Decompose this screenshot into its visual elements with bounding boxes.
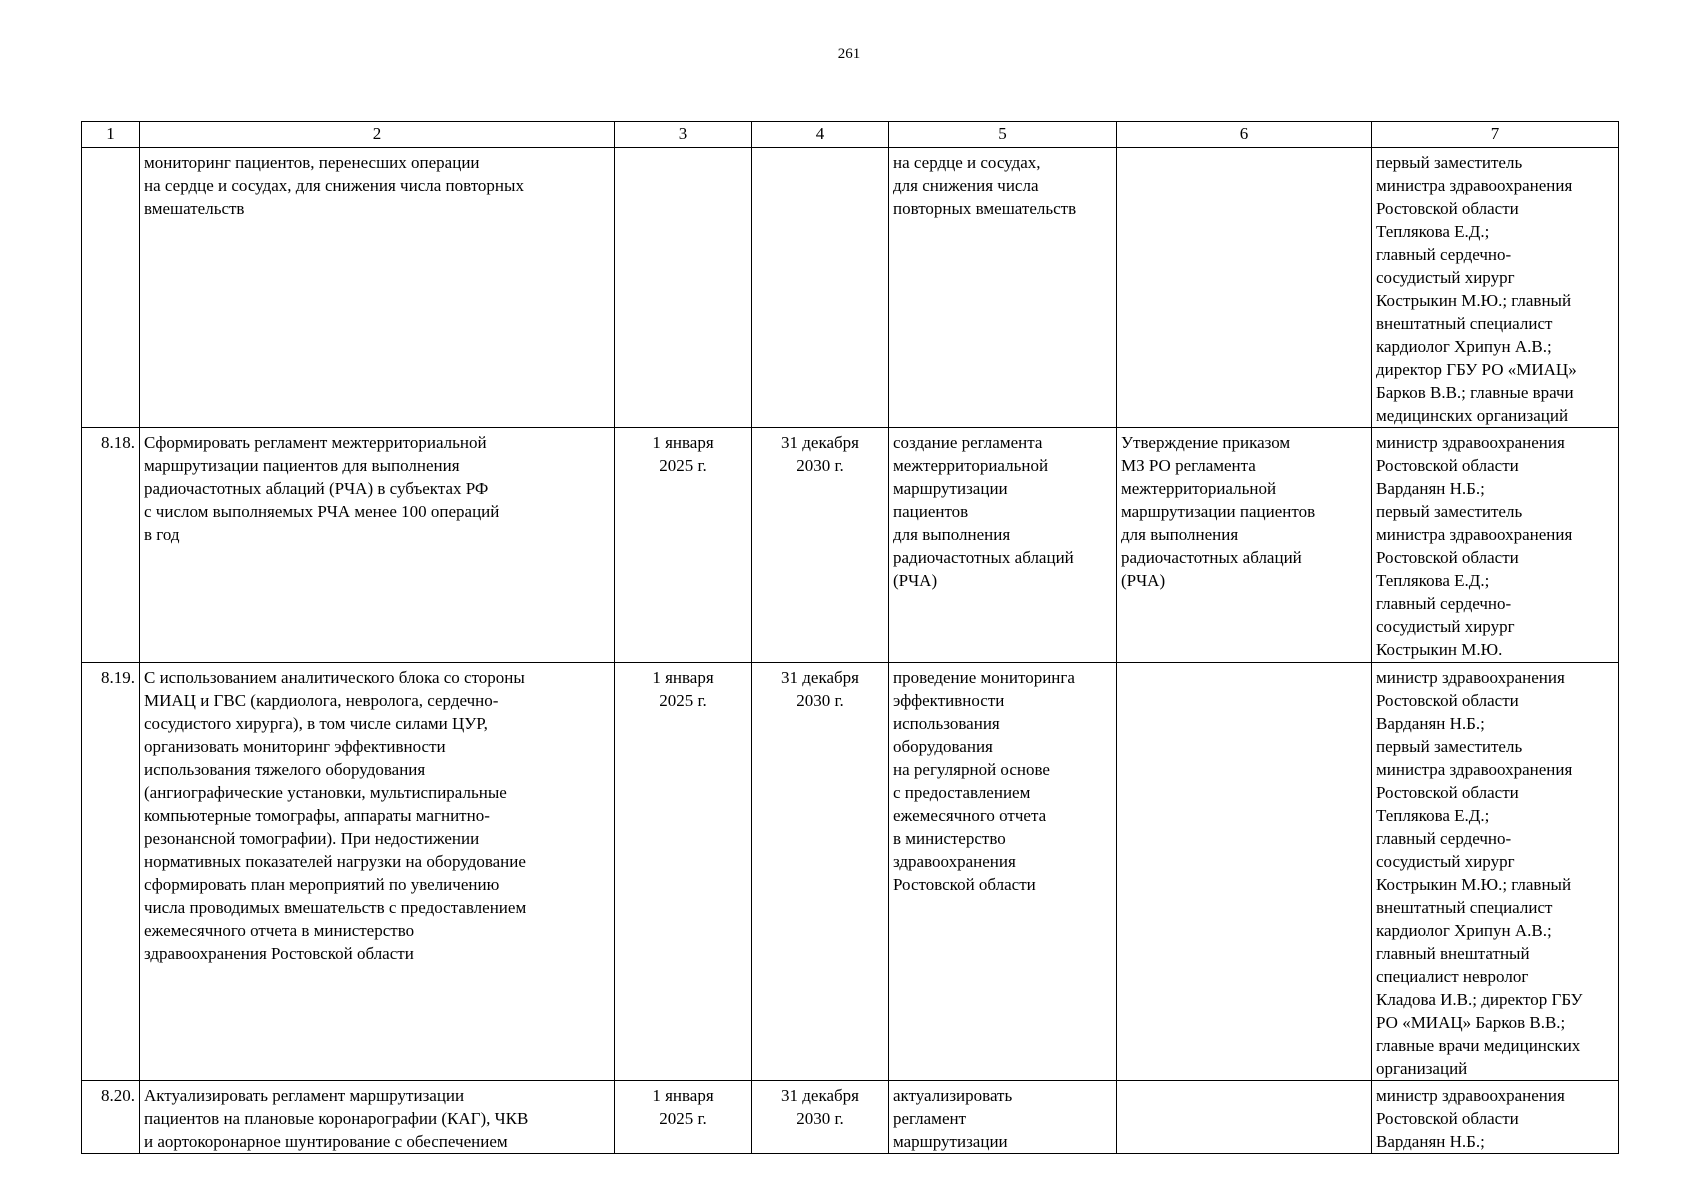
item-number: 8.19. [82,663,140,1081]
start-date: 1 января 2025 г. [615,663,752,1081]
responsible-persons: министр здравоохранения Ростовской области Варданян Н.Б.; [1372,1081,1619,1154]
column-header: 1 [82,122,140,148]
table-row [82,1081,1619,1154]
measure-text: Актуализировать регламент маршрутизации пациентов на плановые коронарографии (КАГ), ЧКВ и аортокоронарное шунтирование с обеспечением [140,1081,615,1154]
table-row [82,663,1619,1081]
table-row [82,428,1619,663]
page-number: 261 [837,46,861,62]
measure-text: С использованием аналитического блока со стороны МИАЦ и ГВС (кардиолога, невролога, сердечно- сосудистого хирурга), в том числе силами ЦУР, организовать мониторинг эффективности использования тяжелого оборудования (ангиографические установки, мультиспиральные компьютерные томографы, аппараты магнитно- резонансной томографии). При недостижении нормативных показателей нагрузки на оборудование сформировать план мероприятий по увеличению числа проводимых вмешательств с предоставлением ежемесячного отчета в министерство здравоохранения Ростовской области [140,663,615,1081]
control-indicator [1117,1081,1372,1154]
start-date: 1 января 2025 г. [615,1081,752,1154]
measure-text: Сформировать регламент межтерриториальной маршрутизации пациентов для выполнения радиочастотных аблаций (РЧА) в субъектах РФ с числом выполняемых РЧА менее 100 операций в год [140,428,615,663]
measures-table [81,121,1619,1154]
column-header: 5 [889,122,1117,148]
column-header: 3 [615,122,752,148]
item-number: 8.18. [82,428,140,663]
end-date: 31 декабря 2030 г. [752,1081,889,1154]
end-date [752,148,889,428]
control-indicator [1117,148,1372,428]
column-header: 4 [752,122,889,148]
responsible-persons: министр здравоохранения Ростовской области Варданян Н.Б.; первый заместитель министра здравоохранения Ростовской области Теплякова Е.Д.; главный сердечно- сосудистый хирург Кострыкин М.Ю.; главный внештатный специалист кардиолог Хрипун А.В.; главный внештатный специалист невролог Кладова И.В.; директор ГБУ РО «МИАЦ» Барков В.В.; главные врачи медицинских организаций [1372,663,1619,1081]
column-number-row [82,122,1619,148]
expected-result: на сердце и сосудах, для снижения числа повторных вмешательств [889,148,1117,428]
start-date: 1 января 2025 г. [615,428,752,663]
start-date [615,148,752,428]
end-date: 31 декабря 2030 г. [752,663,889,1081]
responsible-persons: первый заместитель министра здравоохранения Ростовской области Теплякова Е.Д.; главный сердечно- сосудистый хирург Кострыкин М.Ю.; главный внештатный специалист кардиолог Хрипун А.В.; директор ГБУ РО «МИАЦ» Барков В.В.; главные врачи медицинских организаций [1372,148,1619,428]
control-indicator [1117,663,1372,1081]
item-number: 8.20. [82,1081,140,1154]
control-indicator: Утверждение приказом МЗ РО регламента межтерриториальной маршрутизации пациентов для выполнения радиочастотных аблаций (РЧА) [1117,428,1372,663]
table-row [82,148,1619,428]
column-header: 7 [1372,122,1619,148]
end-date: 31 декабря 2030 г. [752,428,889,663]
responsible-persons: министр здравоохранения Ростовской области Варданян Н.Б.; первый заместитель министра здравоохранения Ростовской области Теплякова Е.Д.; главный сердечно- сосудистый хирург Кострыкин М.Ю. [1372,428,1619,663]
expected-result: актуализировать регламент маршрутизации [889,1081,1117,1154]
column-header: 2 [140,122,615,148]
column-header: 6 [1117,122,1372,148]
expected-result: создание регламента межтерриториальной маршрутизации пациентов для выполнения радиочастотных аблаций (РЧА) [889,428,1117,663]
measure-text: мониторинг пациентов, перенесших операции на сердце и сосудах, для снижения числа повторных вмешательств [140,148,615,428]
expected-result: проведение мониторинга эффективности использования оборудования на регулярной основе с предоставлением ежемесячного отчета в министерство здравоохранения Ростовской области [889,663,1117,1081]
item-number [82,148,140,428]
